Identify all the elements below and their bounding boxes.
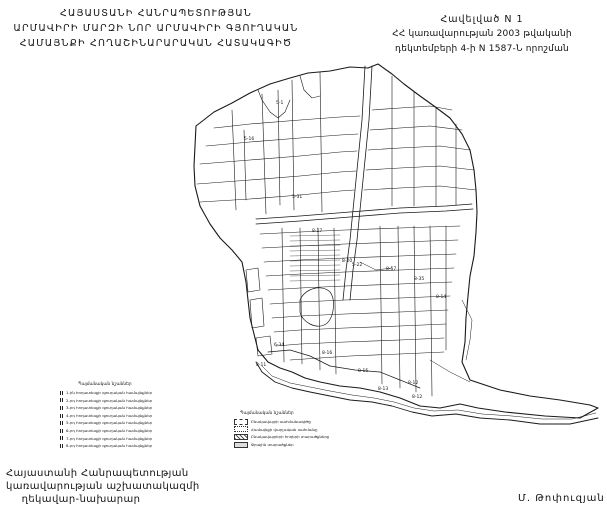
document-title-line-2: ԱՐՄԱՎԻՐԻ ՄԱՐԶԻ ՆՈՐ ԱՐՄԱՎԻՐԻ ԳՅՈՒՂԱԿԱՆ xyxy=(13,23,299,34)
street xyxy=(272,310,448,318)
field-boundary xyxy=(246,268,260,292)
village-lot-line xyxy=(290,235,340,236)
street xyxy=(380,226,382,384)
legend-item-label: Համայնքի վարչական սահմանը xyxy=(251,426,318,432)
field-boundary xyxy=(320,72,322,212)
street xyxy=(290,352,444,360)
parcel-label: 8-57 xyxy=(386,267,397,272)
field-boundary xyxy=(262,94,266,214)
legend-item xyxy=(60,427,152,435)
street xyxy=(334,228,336,374)
document-title-line-1: ՀԱՅԱՍՏԱՆԻ ՀԱՆՐԱՊԵՏՈՒԹՅԱՆ xyxy=(60,8,252,19)
annex-decree-line-2: դեկտեմբերի 4-ի N 1587-Ն որոշման xyxy=(395,44,569,54)
village-lot-line xyxy=(290,265,340,266)
legend-item xyxy=(60,442,152,450)
parcel-label: 5-31 xyxy=(292,195,303,200)
legend-item-label: 8-րդ հողատեսքի գյուղական համայնքներ xyxy=(66,443,153,449)
street xyxy=(300,228,302,364)
village-lot-line xyxy=(290,240,340,241)
parcel-label: 8-14 xyxy=(436,295,447,300)
legend-swatch xyxy=(234,442,248,448)
legend-swatch xyxy=(60,414,64,418)
field-boundary xyxy=(256,336,272,356)
signatory-title-line-3: ղեկավար-նախարար xyxy=(21,494,141,505)
legend-left-heading: Պայմանական նշաններ xyxy=(78,382,132,387)
street xyxy=(276,338,444,346)
field-boundary xyxy=(372,106,452,110)
field-boundary xyxy=(278,90,280,205)
parcel-label: 8-17 xyxy=(312,229,323,234)
legend-right-heading: Պայմանական նշաններ xyxy=(240,411,294,416)
parcel-label: 5-1 xyxy=(276,101,284,106)
street xyxy=(318,228,320,370)
field-boundary xyxy=(370,126,462,130)
parcel-label: 5-22 xyxy=(352,263,363,268)
legend-item xyxy=(234,441,329,449)
parcel-label: 8-12 xyxy=(412,395,423,400)
legend-land-categories xyxy=(60,382,152,450)
parcel-label: 8-35 xyxy=(414,277,425,282)
legend-swatch xyxy=(60,429,64,433)
field-boundary xyxy=(292,80,294,210)
document-title-line-3: ՀԱՄԱՅՆՔԻ ՀՈՂԱՇԻՆԱՐԱՐԱԿԱՆ ՀԱՏԱԿԱԳԻԾ xyxy=(19,38,293,49)
legend-item xyxy=(60,389,152,397)
field-boundary xyxy=(232,110,236,210)
legend-swatch xyxy=(234,426,248,432)
village-lot-line xyxy=(290,275,340,276)
legend-item xyxy=(60,435,152,443)
legend-item-label: 1-ին հողատեսքի գյուղական համայնքներ xyxy=(66,390,153,395)
street xyxy=(262,240,458,248)
street xyxy=(414,226,416,392)
annex-number: Հավելված N 1 xyxy=(440,14,524,25)
field-boundary xyxy=(200,151,357,164)
legend-item-label: Բնակավայրի սահմանագիծը xyxy=(251,419,311,424)
signatory-name: Մ. Թոփուզյան xyxy=(518,493,605,504)
road xyxy=(268,350,420,388)
parcel-label: 6-34 xyxy=(274,343,285,348)
legend-item xyxy=(60,404,152,412)
field-boundary xyxy=(368,146,470,150)
street xyxy=(398,226,400,388)
parcel-label: 8-16 xyxy=(322,351,333,356)
village-lot-line xyxy=(290,250,340,251)
legend-boundaries xyxy=(234,411,329,448)
legend-item xyxy=(234,418,329,426)
village-lot-line xyxy=(290,255,340,256)
parcel-label: 5-16 xyxy=(244,137,255,142)
village-lot-line xyxy=(290,270,340,271)
legend-swatch xyxy=(60,398,64,402)
street xyxy=(282,228,284,362)
legend-item-label: Բնակավայրերի հողերի տարածքները xyxy=(251,434,330,440)
field-boundary xyxy=(364,186,476,190)
parcel-label: 8-13 xyxy=(378,387,389,392)
legend-item-label: 6-րդ հողատեսքի գյուղական համայնքներ xyxy=(66,427,153,433)
legend-item xyxy=(234,426,329,434)
street xyxy=(274,324,446,332)
legend-swatch xyxy=(60,421,64,425)
legend-item xyxy=(60,412,152,420)
street xyxy=(268,282,452,290)
legend-swatch xyxy=(234,434,248,440)
legend-item-label: 7-րդ հողատեսքի գյուղական համայնքներ xyxy=(66,435,153,441)
field-boundary xyxy=(214,116,360,128)
legend-item xyxy=(60,397,152,405)
community-boundary xyxy=(194,64,598,418)
park-outline xyxy=(300,288,333,326)
legend-swatch xyxy=(60,436,64,440)
field-boundary xyxy=(366,166,474,170)
street xyxy=(270,296,450,304)
legend-item-label: 3-րդ հողատեսքի գյուղական համայնքներ xyxy=(66,405,153,411)
legend-item xyxy=(234,433,329,441)
signatory-title-line-1: Հայաստանի Հանրապետության xyxy=(6,468,189,479)
legend-item xyxy=(60,419,152,427)
parcel-label: 8-20 xyxy=(342,259,353,264)
parcel-label: 8-12 xyxy=(408,381,419,386)
parcel-label: 8-15 xyxy=(358,369,369,374)
signatory-title-line-2: կառավարության աշխատակազմի xyxy=(6,481,200,492)
field-boundary xyxy=(197,171,356,184)
legend-swatch xyxy=(60,444,64,448)
field-boundary xyxy=(300,76,320,98)
legend-item-label: 4-րդ հողատեսքի գյուղական համայնքներ xyxy=(66,412,153,418)
street xyxy=(266,268,454,276)
legend-item-label: Ջրային տարածքներ xyxy=(251,441,294,447)
legend-swatch xyxy=(60,391,64,395)
signatory-title-block xyxy=(6,467,200,506)
legend-item-label: 2-րդ հողատեսքի գյուղական համայնքներ xyxy=(66,397,153,403)
legend-swatch xyxy=(234,419,248,425)
field-boundary xyxy=(206,134,358,146)
annex-decree-line-1: ՀՀ կառավարության 2003 թվականի xyxy=(392,29,572,39)
village-lot-line xyxy=(290,280,340,281)
field-boundary xyxy=(200,190,354,202)
legend-item-label: 5-րդ հողատեսքի գյուղական համայնքներ xyxy=(66,420,153,426)
legend-swatch xyxy=(60,406,64,410)
parcel-label: 8-11 xyxy=(256,363,267,368)
canal xyxy=(430,360,470,382)
field-boundary xyxy=(250,298,264,328)
